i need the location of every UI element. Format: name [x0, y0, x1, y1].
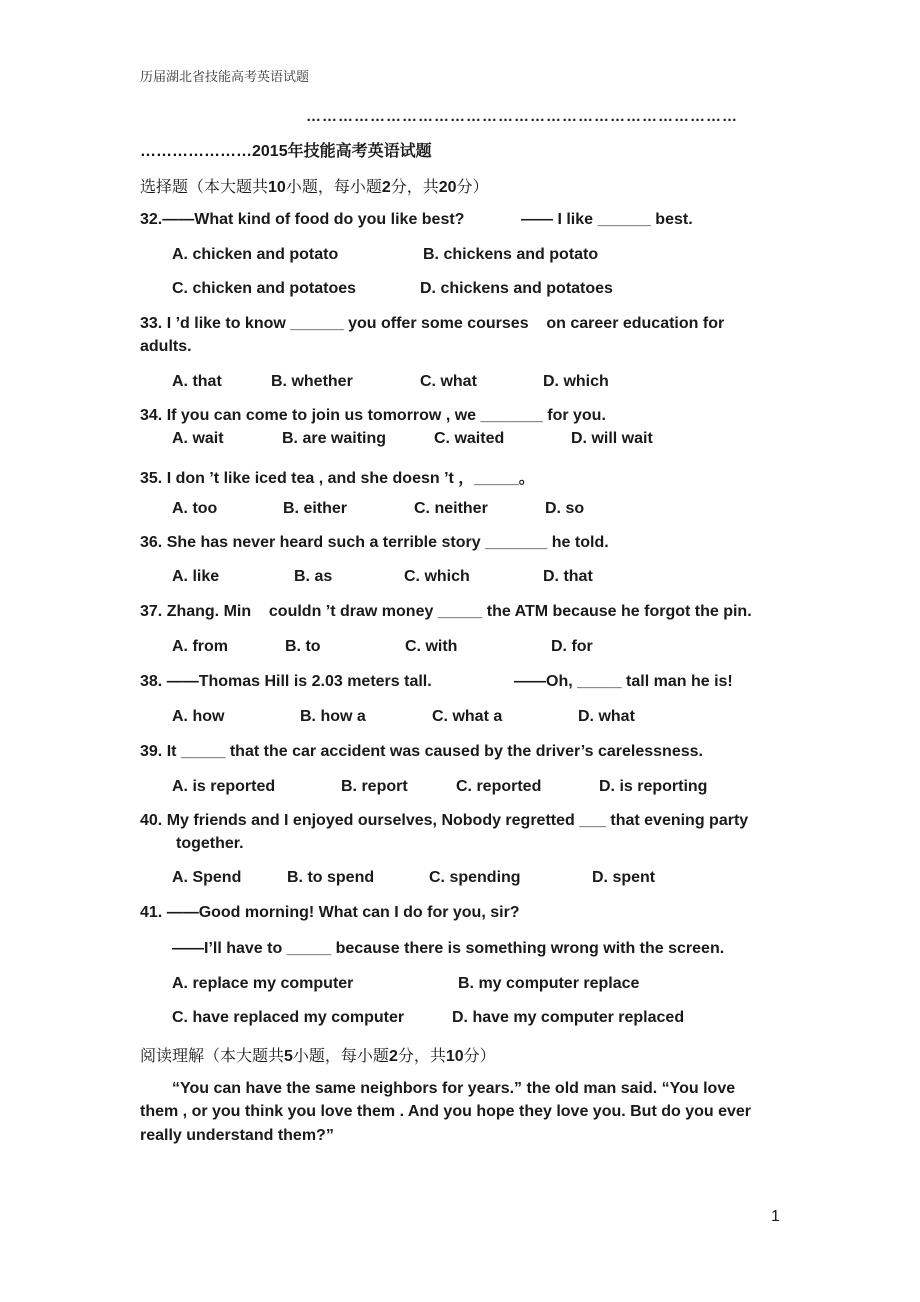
question-40-option-a: A. Spend: [172, 869, 242, 886]
question-40-option-b: B. to spend: [287, 869, 375, 886]
question-41-option-a: A. replace my computer: [172, 975, 354, 992]
question-36-option-a: A. like: [172, 568, 220, 585]
question-41-option-b: B. my computer replace: [458, 975, 640, 992]
question-37-stem: 37. Zhang. Min couldn ’t draw money _____ the ATM because he forgot the pin.: [140, 603, 752, 620]
question-32-option-a: A. chicken and potato: [172, 246, 339, 263]
question-35-option-b: B. either: [283, 500, 348, 517]
exam-title: 2015年技能高考英语试题: [252, 143, 432, 160]
question-38-option-d: D. what: [578, 708, 635, 725]
question-38-option-c: C. what a: [432, 708, 503, 725]
question-40-option-c: C. spending: [429, 869, 521, 886]
question-33-stem-cont: adults.: [140, 338, 192, 355]
question-41-option-c: C. have replaced my computer: [172, 1009, 405, 1026]
question-36-option-c: C. which: [404, 568, 470, 585]
question-37-option-c: C. with: [405, 638, 458, 655]
question-41-reply: ——I’ll have to _____ because there is something wrong with the screen.: [172, 940, 725, 957]
question-35-option-c: C. neither: [414, 500, 488, 517]
section-heading-choice: 选择题（本大题共10小题，每小题2分，共20分）: [140, 179, 489, 196]
question-33-option-d: D. which: [543, 373, 609, 390]
question-33-stem: 33. I ’d like to know ______ you offer some courses on career education for: [140, 315, 725, 332]
question-36-option-d: D. that: [543, 568, 593, 585]
question-37-option-a: A. from: [172, 638, 228, 655]
passage-line-2: them , or you think you love them . And you hope they love you. But do you ever: [140, 1103, 752, 1120]
exam-title-line: [140, 138, 432, 161]
question-32-option-b: B. chickens and potato: [423, 246, 599, 263]
question-38-stem: 38. ——Thomas Hill is 2.03 meters tall.: [140, 673, 432, 690]
question-33-option-c: C. what: [420, 373, 477, 390]
question-39-option-d: D. is reporting: [599, 778, 708, 795]
running-header: 历届湖北省技能高考英语试题: [140, 70, 310, 85]
question-37-option-d: D. for: [551, 638, 593, 655]
question-34-option-b: B. are waiting: [282, 430, 387, 447]
question-34-option-a: A. wait: [172, 430, 224, 447]
question-40-stem: 40. My friends and I enjoyed ourselves, Nobody regretted ___ that evening party: [140, 812, 749, 829]
question-36-stem: 36. She has never heard such a terrible story _______ he told.: [140, 534, 609, 551]
passage-line-3: really understand them?”: [140, 1127, 334, 1144]
question-32-option-d: D. chickens and potatoes: [420, 280, 613, 297]
question-41-stem: 41. ——Good morning! What can I do for you, sir?: [140, 904, 520, 921]
question-41-option-d: D. have my computer replaced: [452, 1009, 685, 1026]
passage-line-1: “You can have the same neighbors for years.” the old man said. “You love: [172, 1080, 736, 1097]
question-39-stem: 39. It _____ that the car accident was caused by the driver’s carelessness.: [140, 743, 703, 760]
section-heading-reading: 阅读理解（本大题共5小题，每小题2分，共10分）: [140, 1048, 496, 1065]
question-33-option-a: A. that: [172, 373, 222, 390]
question-33-option-b: B. whether: [271, 373, 353, 390]
question-32-reply: —— I like ______ best.: [521, 211, 693, 228]
question-38-option-b: B. how a: [300, 708, 366, 725]
dot-leader-left: …………………: [140, 143, 252, 160]
question-34-option-d: D. will wait: [571, 430, 653, 447]
question-35-option-d: D. so: [545, 500, 585, 517]
question-32-stem: 32.——What kind of food do you like best?: [140, 211, 465, 228]
question-36-option-b: B. as: [294, 568, 333, 585]
page-number: 1: [771, 1208, 780, 1225]
question-34-stem: 34. If you can come to join us tomorrow , we _______ for you.: [140, 407, 606, 424]
question-35-stem: 35. I don ’t like iced tea , and she doesn ’t ，_____。: [140, 470, 535, 487]
question-39-option-c: C. reported: [456, 778, 542, 795]
question-38-option-a: A. how: [172, 708, 225, 725]
question-40-option-d: D. spent: [592, 869, 656, 886]
question-32-option-c: C. chicken and potatoes: [172, 280, 357, 297]
question-35-option-a: A. too: [172, 500, 218, 517]
question-39-option-b: B. report: [341, 778, 408, 795]
dot-leader-top: ………………………………………………………………………: [306, 108, 738, 125]
question-40-stem-cont: together.: [176, 835, 244, 852]
question-39-option-a: A. is reported: [172, 778, 276, 795]
question-34-option-c: C. waited: [434, 430, 505, 447]
question-38-reply: ——Oh, _____ tall man he is!: [514, 673, 733, 690]
question-37-option-b: B. to: [285, 638, 321, 655]
